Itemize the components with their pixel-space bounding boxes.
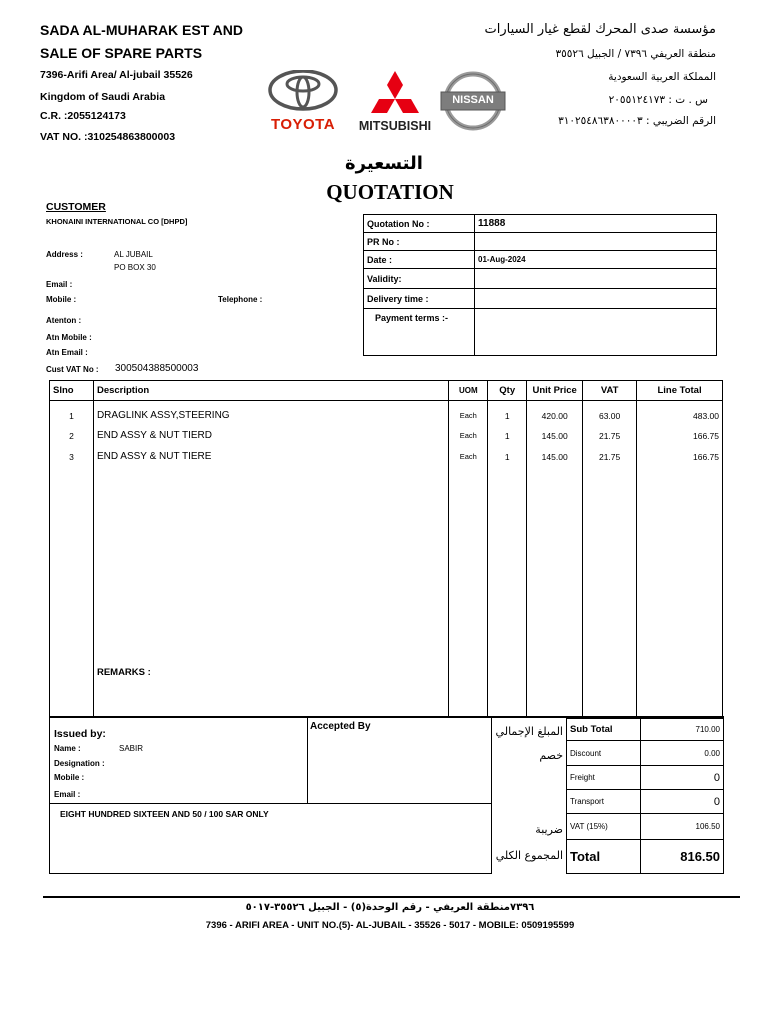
issued-heading: Issued by: [54,728,106,740]
company-vat: VAT NO. :310254863800003 [40,131,176,143]
customer-atn-mobile-label: Atn Mobile : [46,333,92,342]
nissan-logo [440,70,506,132]
vat-value: 106.50 [641,814,724,840]
row-uom: Each [449,401,488,425]
row-description: DRAGLINK ASSY,STEERING [93,401,448,425]
issued-accepted-box [49,718,492,874]
customer-address-line1: AL JUBAIL [114,250,153,259]
row-line-total: 166.75 [637,425,723,446]
company-address-arabic: منطقة العريفي ٧٣٩٦ / الجبيل ٣٥٥٢٦ [555,48,716,60]
accepted-divider [307,718,308,804]
freight-label: Freight [567,766,641,790]
row-uom: Each [449,446,488,467]
totals-table [566,718,724,874]
mitsubishi-wordmark: MITSUBISHI [358,119,432,133]
col-vat: VAT [583,381,637,401]
vat-arabic: ضريبة [535,823,563,836]
col-uom: UOM [449,381,488,401]
issued-designation-label: Designation : [54,759,105,768]
validity-value [475,269,717,289]
total-label: Total [567,840,641,874]
discount-value: 0.00 [641,741,724,766]
row-qty: 1 [488,401,527,425]
table-row [50,401,723,425]
col-description: Description [93,381,448,401]
customer-address-line2: PO BOX 30 [114,263,156,272]
table-blank-area [50,467,723,718]
company-name-arabic: مؤسسة صدى المحرك لقطع غيار السيارات [484,22,716,37]
footer-divider [43,896,740,898]
customer-telephone-label: Telephone : [218,295,263,304]
customer-atn-email-label: Atn Email : [46,348,88,357]
customer-vat-value: 300504388500003 [115,363,199,374]
col-slno: Slno [50,381,94,401]
row-qty: 1 [488,446,527,467]
row-unit-price: 145.00 [527,425,583,446]
pr-no-label: PR No : [364,233,475,251]
subtotal-value: 710.00 [641,719,724,741]
company-name-line2: SALE OF SPARE PARTS [40,45,203,61]
freight-value: 0 [641,766,724,790]
toyota-emblem-icon [262,70,344,112]
company-country: Kingdom of Saudi Arabia [40,91,166,103]
customer-atenton-label: Atenton : [46,316,82,325]
row-qty: 1 [488,425,527,446]
quotation-no-label: Quotation No : [364,215,475,233]
title-english: QUOTATION [326,180,454,204]
row-unit-price: 145.00 [527,446,583,467]
col-qty: Qty [488,381,527,401]
date-label: Date : [364,251,475,269]
discount-label: Discount [567,741,641,766]
row-description: END ASSY & NUT TIERD [93,425,448,446]
title-arabic: التسعيرة [345,153,423,174]
discount-arabic: خصم [539,749,563,762]
vat-label: VAT (15%) [567,814,641,840]
items-table [49,380,723,718]
amount-in-words: EIGHT HUNDRED SIXTEEN AND 50 / 100 SAR ONLY [60,809,269,819]
row-vat: 21.75 [583,425,637,446]
mitsubishi-diamonds-icon [350,70,440,114]
footer-english: 7396 - ARIFI AREA - UNIT NO.(5)- AL-JUBAIL - 35526 - 5017 - MOBILE: 0509195599 [205,920,575,931]
delivery-time-value [475,289,717,309]
mitsubishi-logo [350,70,440,133]
customer-mobile-label: Mobile : [46,295,77,304]
transport-value: 0 [641,790,724,814]
row-slno: 3 [50,446,94,467]
words-divider [49,803,492,804]
items-header-row [50,381,723,401]
issued-email-label: Email : [54,790,81,799]
total-value: 816.50 [641,840,724,874]
row-vat: 63.00 [583,401,637,425]
transport-label: Transport [567,790,641,814]
issued-mobile-label: Mobile : [54,773,85,782]
table-row [50,425,723,446]
accepted-by-label: Accepted By [310,721,371,732]
total-arabic: المجموع الكلي [495,849,563,862]
row-slno: 2 [50,425,94,446]
subtotal-label: Sub Total [567,719,641,741]
table-row [50,446,723,467]
customer-vat-label: Cust VAT No : [46,365,99,374]
col-unit-price: Unit Price [527,381,583,401]
row-slno: 1 [50,401,94,425]
row-uom: Each [449,425,488,446]
toyota-logo [262,70,344,133]
company-vat-arabic: الرقم الضريبي : ٣١٠٢٥٤٨٦٣٨٠٠٠٠٣ [558,115,716,127]
customer-heading: CUSTOMER [46,201,106,213]
quotation-no-value: 11888 [475,215,717,233]
delivery-time-label: Delivery time : [364,289,475,309]
quotation-info-table [363,214,717,356]
pr-no-value [475,233,717,251]
payment-terms-value [475,309,717,356]
subtotal-arabic: المبلغ الإجمالي [495,725,563,738]
customer-name: KHONAINI INTERNATIONAL CO [DHPD] [46,217,188,226]
company-address: 7396-Arifi Area/ Al-jubail 35526 [40,69,193,81]
date-value: 01-Aug-2024 [475,251,717,269]
validity-label: Validity: [364,269,475,289]
footer-arabic: ٧٣٩٦منطقة العريفي - رقم الوحدة(٥) - الجبيل ٣٥٥٢٦-٥٠١٧ [245,902,535,913]
issued-name-label: Name : [54,744,81,753]
toyota-wordmark: TOYOTA [270,116,336,133]
row-description: END ASSY & NUT TIERE [93,446,448,467]
remarks-label: REMARKS : [93,467,448,718]
customer-address-label: Address : [46,250,83,259]
col-line-total: Line Total [637,381,723,401]
row-line-total: 483.00 [637,401,723,425]
row-unit-price: 420.00 [527,401,583,425]
company-cr-arabic: س . ت : ٢٠٥٥١٢٤١٧٣ [608,94,708,106]
row-line-total: 166.75 [637,446,723,467]
company-country-arabic: المملكة العربية السعودية [608,71,716,83]
payment-terms-label: Payment terms :- [364,309,475,356]
company-cr: C.R. :2055124173 [40,110,126,122]
nissan-wordmark: NISSAN [452,94,494,106]
customer-email-label: Email : [46,280,73,289]
company-name-line1: SADA AL-MUHARAK EST AND [40,22,243,38]
issued-name-value: SABIR [119,744,144,753]
row-vat: 21.75 [583,446,637,467]
